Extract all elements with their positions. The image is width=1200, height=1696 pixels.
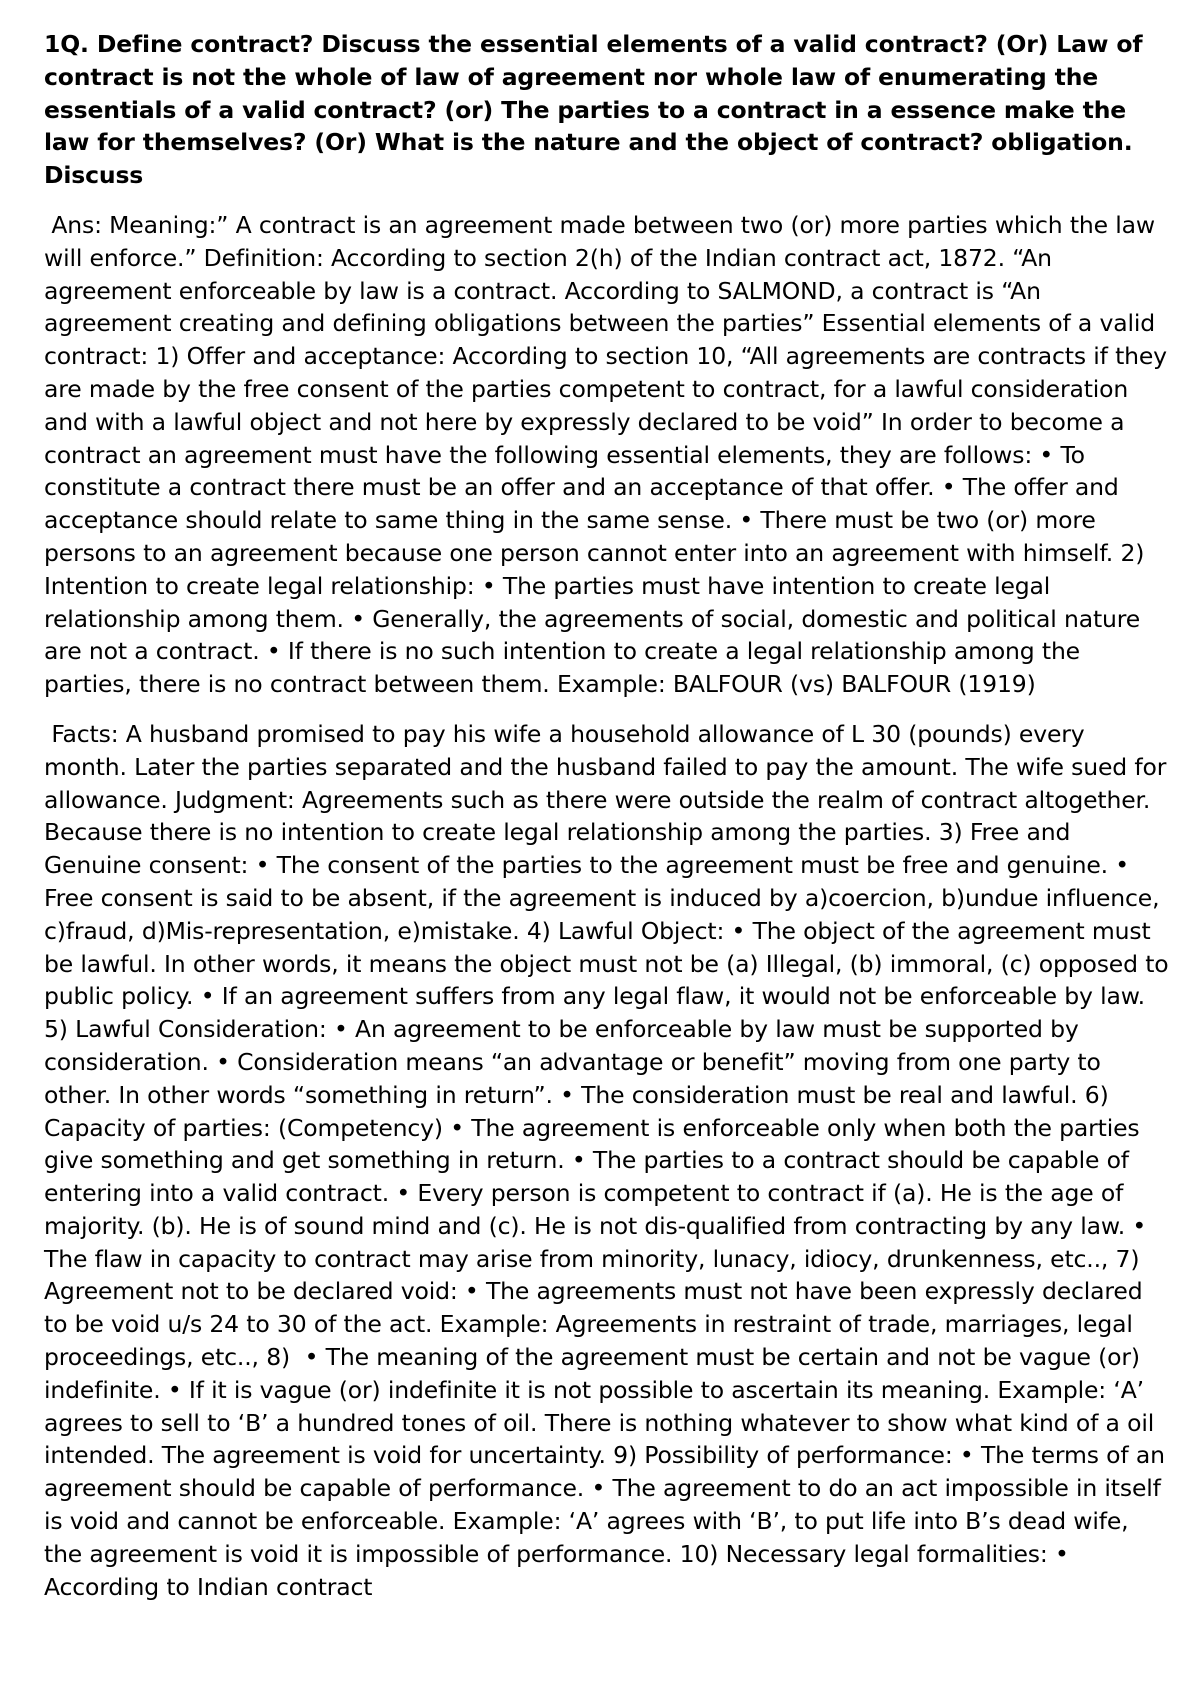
answer-paragraph-facts: Facts: A husband promised to pay his wife a household allowance of L 30 (pounds) every month. Later the parties separated and the husband failed to pay the amount. The wife sued for allowance. Judgment: Agreements such as there were outside the realm of contract altogether. Because there is no intention to create legal relationship among the parties. 3) Free and Genuine consent: • The consent of the parties to the agreement must be free and genuine. • Free consent is said to be absent, if the agreement is induced by a)coercion, b)undue influence, c)fraud, d)Mis-representation, e)mistake. 4) Lawful Object: • The object of the agreement must be lawful. In other words, it means the object must not be (a) Illegal, (b) immoral, (c) opposed to public policy. • If an agreement suffers from any legal flaw, it would not be enforceable by law. 5) Lawful Consideration: • An agreement to be enforceable by law must be supported by consideration. • Consideration means “an advantage or benefit” moving from one party to other. In other words “something in return”. • The consideration must be real and lawful. 6) Capacity of parties: (Competency) • The agreement is enforceable only when both the parties give something and get something in return. • The parties to a contract should be capable of entering into a valid contract. • Every person is competent to contract if (a). He is the age of majority. (b). He is of sound mind and (c). He is not dis-qualified from contracting by any law. • The flaw in capacity to contract may arise from minority, lunacy, idiocy, drunkenness, etc.., 7) Agreement not to be declared void: • The agreements must not have been expressly declared to be void u/s 24 to 30 of the act. Example: Agreements in restraint of trade, marriages, legal proceedings, etc.., 8) • The meaning of the agreement must be certain and not be vague (or) indefinite. • If it is vague (or) indefinite it is not possible to ascertain its meaning. Example: ‘A’ agrees to sell to ‘B’ a hundred tones of oil. There is nothing whatever to show what kind of a oil intended. The agreement is void for uncertainty. 9) Possibility of performance: • The terms of an agreement should be capable of performance. • The agreement to do an act impossible in itself is void and cannot be enforceable. Example: ‘A’ agrees with ‘B’, to put life into B’s dead wife, the agreement is void it is impossible of performance. 10) Necessary legal formalities: • According to Indian contract — [44, 719, 1176, 1601]
question-heading: 1Q. Define contract? Discuss the essential elements of a valid contract? (Or) Law of contract is not the whole of law of agreement nor whole law of enumerating the essentials of a valid contract? (or) The parties to a contract in a essence make the law for themselves? (Or) What is the nature and the object of contract? obligation. Discuss — [44, 30, 1143, 190]
document-page — [44, 28, 1176, 1603]
answer-paragraph-meaning: Ans: Meaning:” A contract is an agreement made between two (or) more parties which the law will enforce.” Definition: According to section 2(h) of the Indian contract act, 1872. “An agreement enforceable by law is a contract. According to SALMOND, a contract is “An agreement creating and defining obligations between the parties” Essential elements of a valid contract: 1) Offer and acceptance: According to section 10, “All agreements are contracts if they are made by the free consent of the parties competent to contract, for a lawful consideration and with a lawful object and not here by expressly declared to be void” In order to become a contract an agreement must have the following essential elements, they are follows: • To constitute a contract there must be an offer and an acceptance of that offer. • The offer and acceptance should relate to same thing in the same sense. • There must be two (or) more persons to an agreement because one person cannot enter into an agreement with himself. 2) Intention to create legal relationship: • The parties must have intention to create legal relationship among them. • Generally, the agreements of social, domestic and political nature are not a contract. • If there is no such intention to create a legal relationship among the parties, there is no contract between them. Example: BALFOUR (vs) BALFOUR (1919) — [44, 210, 1175, 699]
